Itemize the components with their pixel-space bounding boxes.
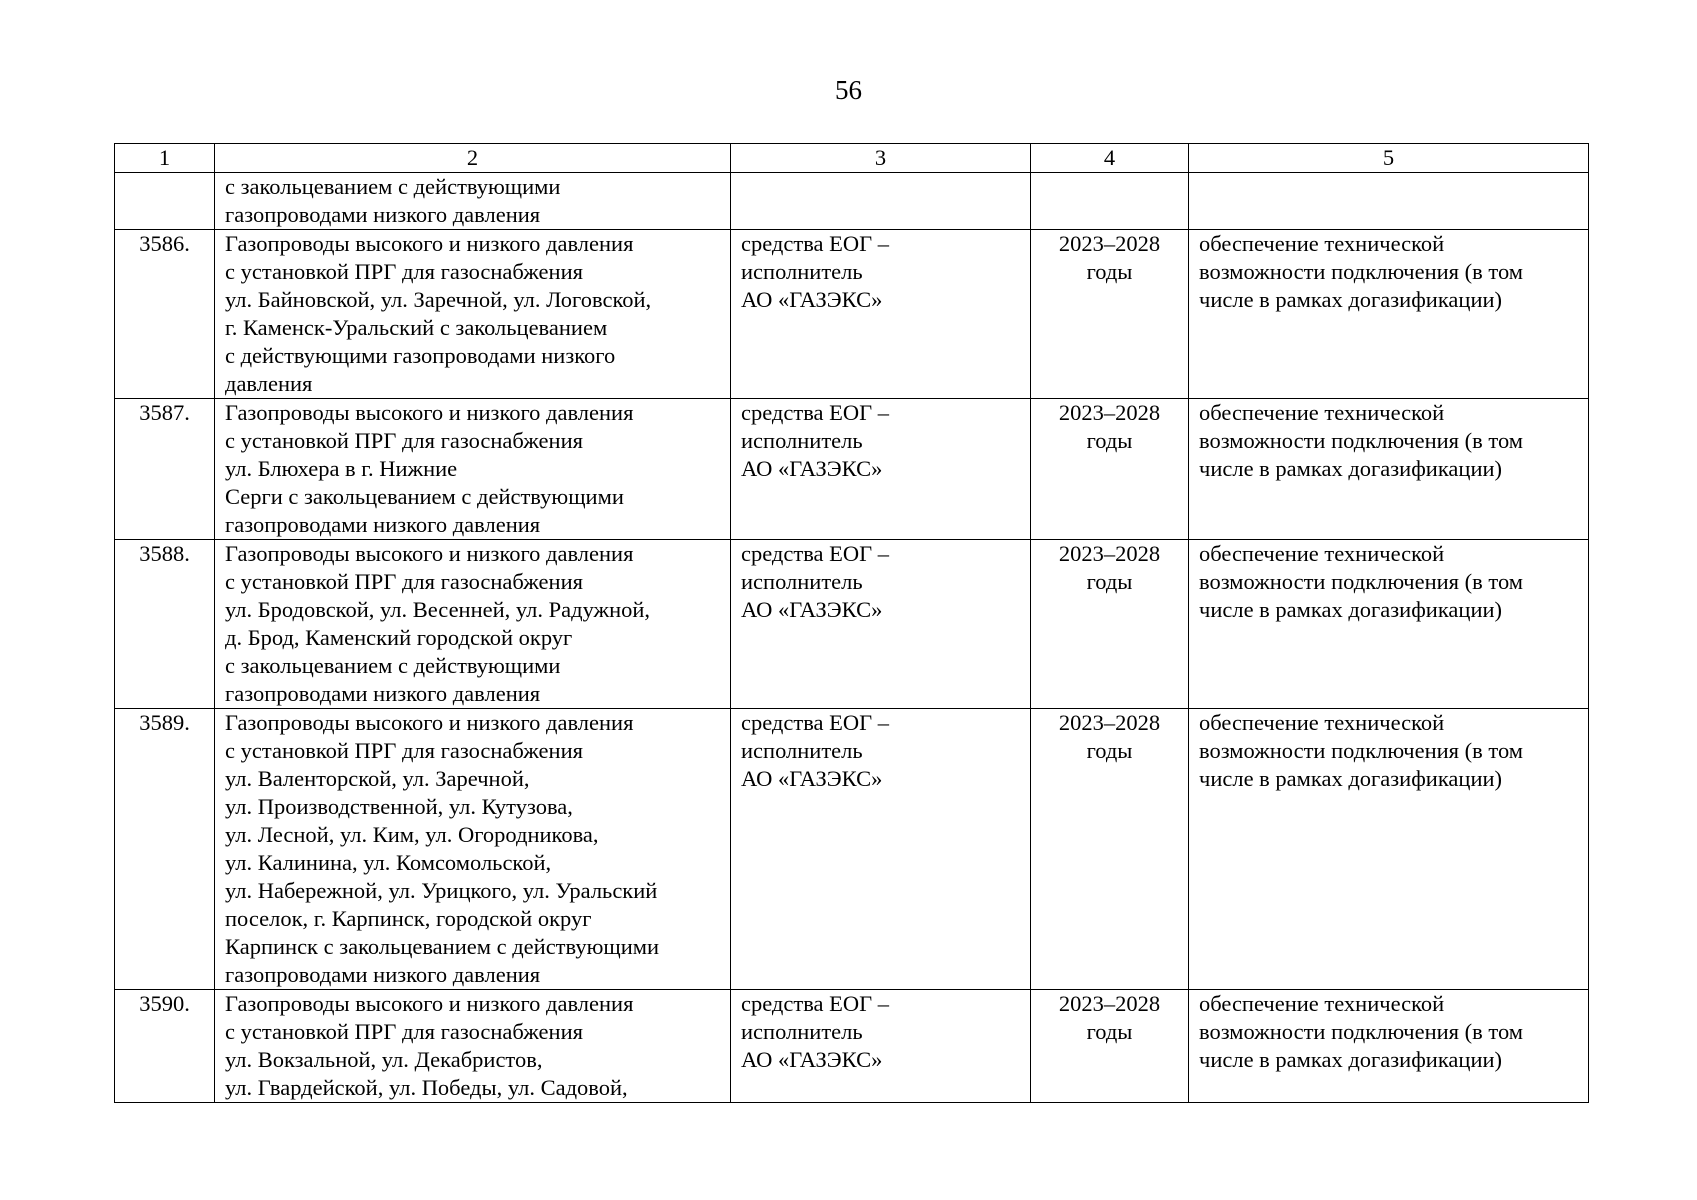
period-cell (1031, 173, 1189, 230)
cell-text-line: возможности подключения (в том (1199, 428, 1523, 453)
object-cell (215, 990, 731, 1103)
purpose-cell (1189, 399, 1589, 540)
cell-text-line: Газопроводы высокого и низкого давления (225, 541, 634, 566)
cell-text-line: с закольцеванием с действующими (225, 174, 561, 199)
funding-source-cell (731, 990, 1031, 1103)
funding-source-cell (731, 173, 1031, 230)
cell-text-line: газопроводами низкого давления (225, 512, 541, 537)
cell-text-line: газопроводами низкого давления (225, 681, 541, 706)
cell-text-line: ул. Вокзальной, ул. Декабристов, (225, 1047, 543, 1072)
cell-text-line: с закольцеванием с действующими (225, 653, 561, 678)
cell-text-line: Газопроводы высокого и низкого давления (225, 400, 634, 425)
cell-text-line: давления (225, 371, 313, 396)
row-number-cell (115, 173, 215, 230)
row-number-cell: 3588. (115, 540, 215, 709)
period-cell (1031, 230, 1189, 399)
cell-text-line: числе в рамках догазификации) (1199, 766, 1503, 791)
column-header-2: 2 (215, 144, 731, 173)
cell-text-line: средства ЕОГ – (741, 710, 890, 735)
cell-text-line: ул. Производственной, ул. Кутузова, (225, 794, 573, 819)
cell-text-line: исполнитель (741, 428, 863, 453)
cell-text-line: АО «ГАЗЭКС» (741, 597, 883, 622)
cell-text-line: годы (1086, 259, 1133, 284)
cell-text-line: поселок, г. Карпинск, городской округ (225, 906, 592, 931)
cell-text-line: 2023–2028 (1058, 710, 1161, 735)
cell-text-line: числе в рамках догазификации) (1199, 287, 1503, 312)
table-row (115, 230, 1589, 399)
table-row (115, 399, 1589, 540)
period-cell (1031, 399, 1189, 540)
cell-text-line: 2023–2028 (1058, 991, 1161, 1016)
cell-text-line: обеспечение технической (1199, 231, 1445, 256)
purpose-cell (1189, 540, 1589, 709)
object-cell (215, 173, 731, 230)
cell-text-line: г. Каменск-Уральский с закольцеванием (225, 315, 608, 340)
page-number: 56 (835, 75, 862, 105)
object-cell (215, 709, 731, 990)
cell-text-line: АО «ГАЗЭКС» (741, 1047, 883, 1072)
cell-text-line: числе в рамках догазификации) (1199, 456, 1503, 481)
object-cell (215, 399, 731, 540)
cell-text-line: исполнитель (741, 569, 863, 594)
cell-text-line: ул. Калинина, ул. Комсомольской, (225, 850, 552, 875)
funding-source-cell (731, 540, 1031, 709)
cell-text-line: числе в рамках догазификации) (1199, 1047, 1503, 1072)
cell-text-line: годы (1086, 1019, 1133, 1044)
cell-text-line: обеспечение технической (1199, 400, 1445, 425)
cell-text-line: средства ЕОГ – (741, 231, 890, 256)
measures-table (114, 143, 1589, 1103)
cell-text-line: возможности подключения (в том (1199, 259, 1523, 284)
cell-text-line: АО «ГАЗЭКС» (741, 766, 883, 791)
cell-text-line: обеспечение технической (1199, 991, 1445, 1016)
table-row (115, 540, 1589, 709)
cell-text-line: с действующими газопроводами низкого (225, 343, 616, 368)
column-header-5: 5 (1189, 144, 1589, 173)
purpose-cell (1189, 173, 1589, 230)
row-number-cell: 3590. (115, 990, 215, 1103)
cell-text-line: с установкой ПРГ для газоснабжения (225, 1019, 583, 1044)
cell-text-line: с установкой ПРГ для газоснабжения (225, 428, 583, 453)
cell-text-line: средства ЕОГ – (741, 400, 890, 425)
cell-text-line: 2023–2028 (1058, 400, 1161, 425)
cell-text-line: АО «ГАЗЭКС» (741, 456, 883, 481)
cell-text-line: Газопроводы высокого и низкого давления (225, 991, 634, 1016)
cell-text-line: Серги с закольцеванием с действующими (225, 484, 624, 509)
cell-text-line: с установкой ПРГ для газоснабжения (225, 738, 583, 763)
funding-source-cell (731, 709, 1031, 990)
period-cell (1031, 990, 1189, 1103)
cell-text-line: ул. Блюхера в г. Нижние (225, 456, 458, 481)
cell-text-line: Газопроводы высокого и низкого давления (225, 231, 634, 256)
cell-text-line: газопроводами низкого давления (225, 962, 541, 987)
cell-text-line: годы (1086, 569, 1133, 594)
cell-text-line: возможности подключения (в том (1199, 569, 1523, 594)
cell-text-line: 2023–2028 (1058, 231, 1161, 256)
cell-text-line: исполнитель (741, 1019, 863, 1044)
table-header-row (115, 144, 1589, 173)
cell-text-line: 2023–2028 (1058, 541, 1161, 566)
row-number-cell: 3586. (115, 230, 215, 399)
cell-text-line: обеспечение технической (1199, 710, 1445, 735)
purpose-cell (1189, 709, 1589, 990)
cell-text-line: АО «ГАЗЭКС» (741, 287, 883, 312)
cell-text-line: годы (1086, 738, 1133, 763)
row-number-cell: 3589. (115, 709, 215, 990)
cell-text-line: ул. Гвардейской, ул. Победы, ул. Садовой, (225, 1075, 628, 1100)
object-cell (215, 230, 731, 399)
table-row (115, 990, 1589, 1103)
table-body (115, 173, 1589, 1103)
cell-text-line: с установкой ПРГ для газоснабжения (225, 259, 583, 284)
funding-source-cell (731, 399, 1031, 540)
cell-text-line: числе в рамках догазификации) (1199, 597, 1503, 622)
cell-text-line: средства ЕОГ – (741, 991, 890, 1016)
table-row (115, 709, 1589, 990)
cell-text-line: средства ЕОГ – (741, 541, 890, 566)
funding-source-cell (731, 230, 1031, 399)
cell-text-line: ул. Набережной, ул. Урицкого, ул. Уральский (225, 878, 658, 903)
cell-text-line: д. Брод, Каменский городской округ (225, 625, 573, 650)
row-number-cell: 3587. (115, 399, 215, 540)
cell-text-line: исполнитель (741, 259, 863, 284)
column-header-3: 3 (731, 144, 1031, 173)
period-cell (1031, 540, 1189, 709)
purpose-cell (1189, 990, 1589, 1103)
column-header-1: 1 (115, 144, 215, 173)
cell-text-line: газопроводами низкого давления (225, 202, 541, 227)
cell-text-line: с установкой ПРГ для газоснабжения (225, 569, 583, 594)
cell-text-line: ул. Лесной, ул. Ким, ул. Огородникова, (225, 822, 599, 847)
cell-text-line: ул. Валенторской, ул. Заречной, (225, 766, 530, 791)
purpose-cell (1189, 230, 1589, 399)
period-cell (1031, 709, 1189, 990)
cell-text-line: Карпинск с закольцеванием с действующими (225, 934, 660, 959)
cell-text-line: исполнитель (741, 738, 863, 763)
table-row (115, 173, 1589, 230)
cell-text-line: обеспечение технической (1199, 541, 1445, 566)
column-header-4: 4 (1031, 144, 1189, 173)
cell-text-line: Газопроводы высокого и низкого давления (225, 710, 634, 735)
cell-text-line: возможности подключения (в том (1199, 1019, 1523, 1044)
cell-text-line: годы (1086, 428, 1133, 453)
cell-text-line: ул. Бродовской, ул. Весенней, ул. Радужной, (225, 597, 651, 622)
cell-text-line: ул. Байновской, ул. Заречной, ул. Логовской, (225, 287, 652, 312)
object-cell (215, 540, 731, 709)
cell-text-line: возможности подключения (в том (1199, 738, 1523, 763)
